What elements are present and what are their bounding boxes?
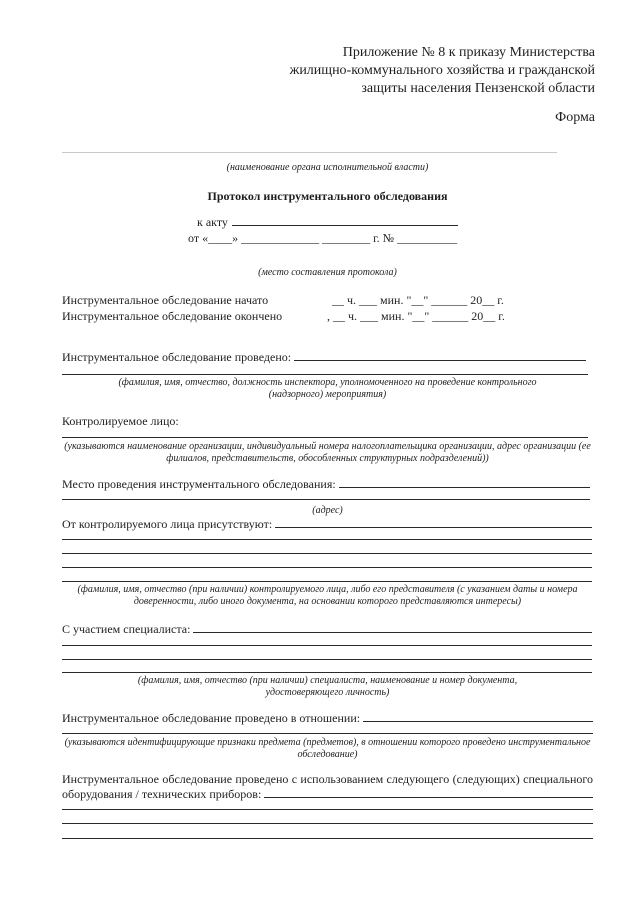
specialist-label: С участием специалиста: [62,622,191,636]
specialist-row [62,622,592,636]
subject-label: Инструментальное обследование проведено в отношении: [62,711,361,725]
appendix-line: Приложение № 8 к приказу Министерства [342,45,595,60]
start-label: Инструментальное обследование начато [62,293,269,307]
specialist-caption: (фамилия, имя, отчество (при наличии) специалиста, наименование и номер документа, [137,675,518,686]
start-time: __ ч. ___ мин. "__" ______ 20__ г. [332,293,504,307]
specialist-blank [193,622,592,633]
inspector-blank [294,350,586,361]
document-title: Протокол инструментального обследования [207,189,448,203]
act-number-blank [232,215,458,226]
end-time: , __ ч. ___ мин. "__" ______ 20__ г. [327,309,505,323]
form-label: Форма [555,110,595,125]
location-label: Место проведения инструментального обследования: [62,477,336,491]
inspector-label: Инструментальное обследование проведено: [62,350,292,364]
present-line [62,539,592,540]
inspector-row [62,350,586,364]
appendix-reference [290,44,595,98]
subject-caption: (указываются идентифицирующие признаки предмета (предметов), в отношении которого проведено инструментальное [64,737,591,748]
appendix-line: защиты населения Пензенской области [361,81,595,96]
equipment-line [62,823,593,824]
present-row [62,517,592,531]
equipment-line [62,838,593,839]
authority-name-line [62,152,557,153]
equipment-line [62,809,593,810]
present-caption: (фамилия, имя, отчество (при наличии) контролируемого лица, либо его представителя (с указанием даты и номера [77,584,578,595]
location-row [62,477,590,491]
subject-blank [363,711,593,722]
equipment-label-line2: оборудования / технических приборов: [62,787,262,801]
present-caption: доверенности, либо иного документа, на основании которого представляются интересы) [133,596,522,607]
place-caption: (место составления протокола) [258,267,397,278]
appendix-line: жилищно-коммунального хозяйства и гражданской [289,63,595,78]
location-caption: (адрес) [312,505,343,516]
equipment-label-line1: Инструментальное обследование проведено с использованием следующего (следующих) специального [62,772,593,786]
controlled-person-caption: (указываются наименование организации, индивидуальный номера налогоплательщика организации, адрес организации (ее [64,441,591,452]
location-blank [339,477,590,488]
specialist-line [62,672,592,673]
act-reference [197,215,458,229]
specialist-line [62,659,592,660]
equipment-row [62,787,593,801]
present-blank [275,517,592,528]
inspector-caption: (надзорного) мероприятия) [268,389,387,400]
act-label: к акту [197,215,228,229]
inspector-caption: (фамилия, имя, отчество, должность инспектора, уполномоченного на проведение контрольного [118,377,537,388]
controlled-person-caption: филиалов, представительств, обособленных структурных подразделений)) [166,453,489,464]
authority-caption: (наименование органа исполнительной власти) [226,162,429,173]
present-line [62,553,592,554]
subject-row [62,711,593,725]
specialist-caption: удостоверяющего личность) [265,687,390,698]
act-date-line: от «____» _____________ ________ г. № __________ [188,231,458,245]
location-line [62,499,590,500]
controlled-person-label: Контролируемое лицо: [62,414,179,428]
present-line [62,567,592,568]
specialist-line [62,645,592,646]
end-label: Инструментальное обследование окончено [62,309,283,323]
present-line [62,581,592,582]
inspector-line [62,374,588,375]
controlled-person-line [62,437,588,438]
present-label: От контролируемого лица присутствуют: [62,517,273,531]
subject-line [62,733,593,734]
equipment-blank [264,787,593,798]
subject-caption: обследование) [297,749,358,760]
